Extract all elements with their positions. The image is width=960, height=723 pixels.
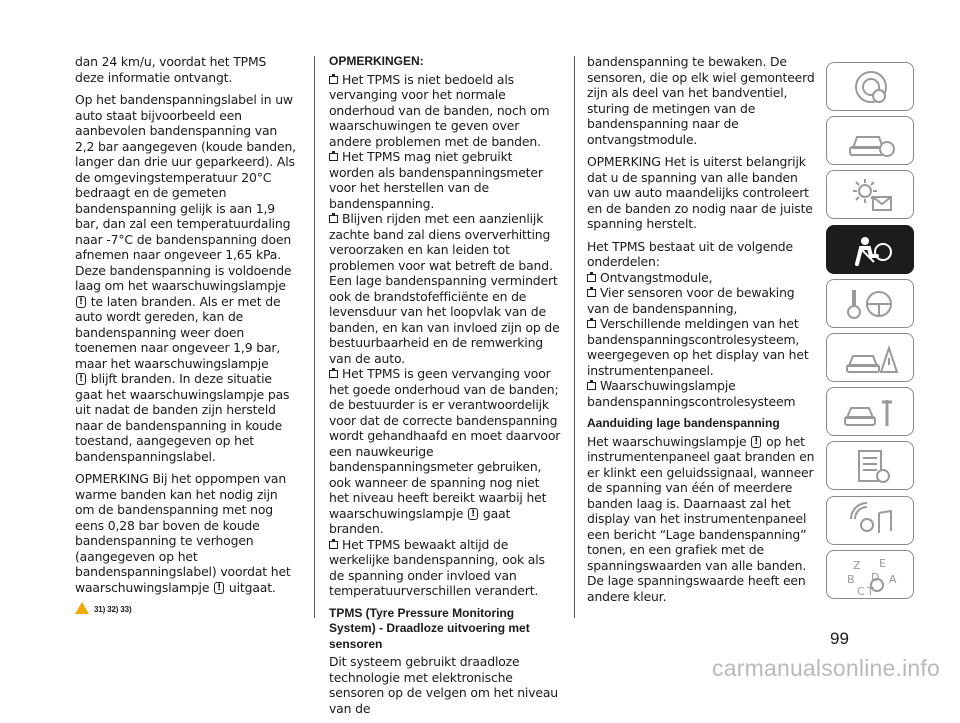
column-separator — [574, 56, 575, 618]
starting-driving-icon — [827, 280, 915, 329]
note-text: Het TPMS is geen vervanging voor het goede onderhoud van de banden; de bestuurder is er verantwoordelijk voor dat de correcte bandenspanning wordt gehandhaafd en moet daarvoor een nauwkeurige bandenspanningsmeter gebruiken, ook wanneer de spanning nog niet het niveau heeft bereikt waarbij het waarschuwingslampje — [329, 366, 561, 521]
tab-safety[interactable] — [826, 225, 914, 274]
tire-pressure-warning-icon — [76, 296, 86, 308]
paragraph: dan 24 km/u, voordat het TPMS deze informatie ontvangt. — [75, 54, 267, 85]
list-item-text: Verschillende meldingen van het bandenspanningscontrolesysteem, weergegeven op het display van het instrumentenpaneel. — [587, 316, 809, 378]
book-icon — [329, 76, 338, 84]
tab-technical-data[interactable] — [826, 441, 914, 490]
tire-pressure-warning-icon — [468, 508, 478, 520]
tab-warning-lights[interactable] — [826, 170, 914, 219]
paragraph: Het TPMS bestaat uit de volgende onderdelen: — [587, 238, 793, 269]
paragraph — [75, 92, 297, 464]
paragraph: Dit systeem gebruikt draadloze technologie met elektronische sensoren op de velgen om het niveau van de — [329, 654, 559, 716]
warning-references — [75, 602, 297, 618]
tab-starting-driving[interactable] — [826, 279, 914, 328]
text-run: Het waarschuwingslampje — [587, 433, 747, 449]
list-item-text: Ontvangstmodule, — [600, 269, 713, 285]
list-item — [587, 316, 819, 378]
book-icon — [587, 274, 596, 282]
book-icon — [587, 289, 596, 297]
text-run: op het instrumentenpaneel gaat branden en er klinkt een geluidssignaal, wanneer de spanning van één of meerdere banden laag is. Daarnaast zal het display van het instrumentenpaneel een bericht “Lage bandenspanning” tonen, en een grafiek met de spanningswaarden van alle banden. De lage spanningswaarde heeft een andere kleur. — [587, 433, 815, 604]
paragraph: bandenspanning te bewaken. De sensoren, die op elk wiel gemonteerd zijn als deel van het bandventiel, sturing de metingen van de bandenspanning naar de ontvangstmodule. — [587, 54, 815, 147]
section-heading: Aanduiding lage bandenspanning — [587, 416, 780, 430]
index-letter: Z — [853, 558, 861, 572]
text-run: blijft branden. In deze situatie gaat het waarschuwingslampje pas uit nadat de banden zijn hersteld naar de bandenspanning in koude toestand, aangegeven op het bandenspanningslabel. — [75, 371, 290, 464]
dashboard-gauge-icon — [827, 63, 915, 112]
watermark: carmanualsonline.info — [712, 655, 940, 681]
text-column-3 — [587, 54, 819, 611]
index-icon — [827, 551, 915, 600]
paragraph — [75, 471, 297, 595]
reference-numbers: 31) 32) 33) — [94, 605, 132, 614]
book-icon — [329, 370, 338, 378]
tab-multimedia[interactable] — [826, 496, 914, 545]
tab-car-info[interactable] — [826, 116, 914, 165]
book-icon — [329, 215, 338, 223]
index-letter: T — [867, 584, 874, 598]
component-list — [587, 270, 819, 410]
list-item — [587, 270, 819, 286]
warning-lights-icon — [827, 171, 915, 220]
note-text: Het TPMS mag niet gebruikt worden als bandenspanningsmeter voor het herstellen van de bandenspanning. — [329, 149, 543, 211]
note-item — [329, 72, 561, 150]
note-item — [329, 149, 561, 211]
tab-emergency[interactable] — [826, 333, 914, 382]
note-item — [329, 537, 561, 599]
book-icon — [329, 541, 338, 549]
notes-heading: OPMERKINGEN: — [329, 54, 424, 68]
book-icon — [587, 382, 596, 390]
note-item — [329, 366, 561, 537]
caution-triangle-icon — [75, 602, 89, 614]
index-letter: E — [879, 556, 886, 570]
index-letter: B — [847, 572, 855, 586]
book-icon — [329, 153, 338, 161]
list-item — [587, 378, 819, 409]
text-column-1 — [75, 54, 297, 618]
text-run: te laten branden. Als er met de auto wordt gereden, kan de bandenspanning weer doen toenemen naar ongeveer 1,9 bar, maar het waarschuwingslampje — [75, 293, 281, 371]
list-item-text: Waarschuwingslampje bandenspanningscontrolesysteem — [587, 378, 796, 409]
index-letter: C — [857, 584, 865, 598]
text-column-2 — [329, 54, 561, 723]
technical-data-icon — [827, 442, 915, 491]
note-item — [329, 211, 561, 366]
book-icon — [587, 320, 596, 328]
page-number: 99 — [830, 629, 849, 648]
list-item — [587, 285, 819, 316]
column-separator — [314, 56, 315, 618]
note-text: Het TPMS is niet bedoeld als vervanging voor het normale onderhoud van de banden, noch om waarschuwingen te geven over andere problemen met de banden. — [329, 71, 550, 149]
note-text: Het TPMS bewaakt altijd de werkelijke bandenspanning, ook als de spanning onder invloed van temperatuurverschillen verandert. — [329, 536, 545, 598]
tab-maintenance[interactable] — [826, 387, 914, 436]
paragraph — [587, 434, 819, 605]
tab-dashboard[interactable] — [826, 62, 914, 111]
car-info-icon — [827, 117, 915, 166]
maintenance-icon — [827, 388, 915, 437]
list-item-text: Vier sensoren voor de bewaking van de bandenspanning, — [587, 285, 795, 316]
safety-seatbelt-icon — [827, 226, 915, 275]
tire-pressure-warning-icon — [76, 373, 86, 385]
index-letter: A — [889, 572, 897, 586]
paragraph: OPMERKING Het is uiterst belangrijk dat u de spanning van alle banden van uw auto maandelijks controleert en de banden zo nodig naar de juiste spanning herstelt. — [587, 154, 813, 231]
emergency-icon — [827, 334, 915, 383]
tire-pressure-warning-icon — [751, 436, 761, 448]
chapter-tabs — [826, 62, 914, 604]
tab-index[interactable] — [826, 550, 914, 599]
multimedia-icon — [827, 497, 915, 546]
text-run: Op het bandenspanningslabel in uw auto staat bijvoorbeeld een aanbevolen bandenspanning van 2,2 bar aangegeven (koude banden, langer dan drie uur geparkeerd). Als de omgevingstemperatuur 20°C bedraagt en de gemeten bandenspanning gelijk is aan 1,9 bar, dan zal een temperatuurdaling naar -7°C de bandenspanning doen afnemen naar ongeveer 1,65 kPa. Deze bandenspanning is voldoende laag om het waarschuwingslampje — [75, 92, 296, 293]
note-text: gaat branden. — [329, 505, 511, 536]
text-run: uitgaat. — [228, 579, 276, 595]
section-heading: TPMS (Tyre Pressure Monitoring System) - Draadloze uitvoering met sensoren — [329, 605, 530, 651]
note-text: Blijven rijden met een aanzienlijk zachte band zal diens oververhitting veroorzaken en kan leiden tot problemen voor wat betreft de band. Een lage bandenspanning vermindert ook de brandstofefficiënte en de levensduur van het loopvlak van de banden, en kan van invloed zijn op de bestuurbaarheid en de remwerking van de auto. — [329, 211, 560, 366]
tire-pressure-warning-icon — [214, 582, 224, 594]
text-run: OPMERKING Bij het oppompen van warme banden kan het nodig zijn om de bandenspanning met nog eens 0,28 bar boven de koude bandenspanning te verhogen (aangegeven op het bandenspanningslabel) voordat het waarschuwingslampje — [75, 471, 291, 595]
index-letter: D — [871, 570, 880, 584]
